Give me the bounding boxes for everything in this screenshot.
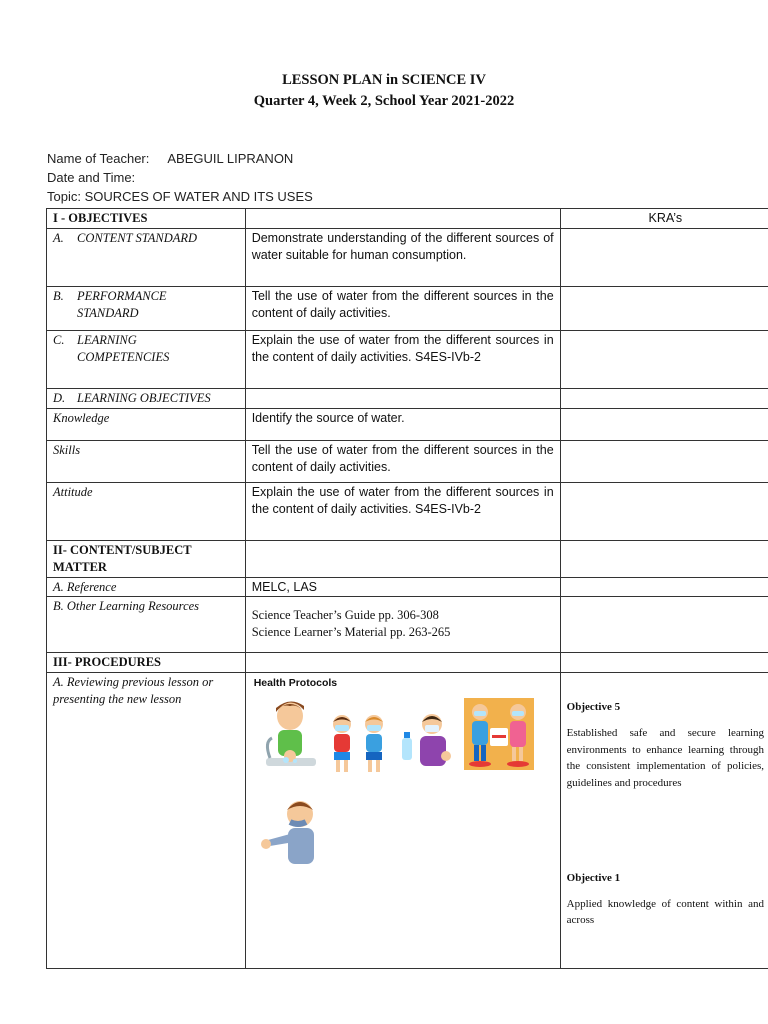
reference-row xyxy=(47,577,768,597)
handwashing-boy-icon xyxy=(260,698,322,774)
knowledge-value: Identify the source of water. xyxy=(245,408,560,440)
teacher-line xyxy=(47,151,293,166)
health-protocols-illustration xyxy=(252,698,554,898)
learning-competencies-row: C. LEARNING COMPETENCIES Explain the use of water from the different sources in the content of daily activities. S4ES-IVb-2 xyxy=(47,330,768,388)
learning-competencies-label: LEARNING COMPETENCIES xyxy=(77,332,170,364)
objective-5-title: Objective 5 xyxy=(566,701,621,714)
teachers-guide-ref: Science Teacher’s Guide pp. 306-308 xyxy=(251,608,439,623)
learning-competencies-value: Explain the use of water from the different sources in the content of daily activities. S4ES-IVb-2 xyxy=(245,330,560,388)
performance-standard-row: B. PERFORMANCE STANDARD Tell the use of water from the different sources in the content of daily activities. xyxy=(47,286,768,330)
performance-standard-label: PERFORMANCE STANDARD xyxy=(77,288,167,320)
document-title: LESSON PLAN in SCIENCE IV xyxy=(282,72,486,88)
learners-material-ref: Science Learner’s Material pp. 263-265 xyxy=(251,625,451,640)
content-standard-row: A. CONTENT STANDARD Demonstrate understanding of the different sources of water suitable for human consumption. xyxy=(47,228,768,286)
cough-etiquette-icon xyxy=(260,796,332,868)
knowledge-row xyxy=(47,408,768,440)
social-distancing-icon xyxy=(464,698,534,770)
content-header-row xyxy=(47,540,768,577)
kra-header: KRA’s xyxy=(560,209,768,229)
other-resources-label: B. Other Learning Resources xyxy=(47,597,246,653)
lesson-plan-table xyxy=(46,208,768,969)
masked-kids-icon xyxy=(324,712,394,774)
content-standard-label: CONTENT STANDARD xyxy=(77,230,198,245)
procedures-header: III- PROCEDURES xyxy=(47,653,246,673)
reviewing-row xyxy=(47,673,768,969)
skills-label: Skills xyxy=(47,440,246,482)
objectives-header: I - OBJECTIVES xyxy=(47,209,246,229)
knowledge-label: Knowledge xyxy=(47,408,246,440)
attitude-row xyxy=(47,482,768,540)
teacher-name: ABEGUIL LIPRANON xyxy=(167,151,294,166)
performance-standard-value: Tell the use of water from the different sources in the content of daily activities. xyxy=(245,286,560,330)
learning-objectives-row: D. LEARNING OBJECTIVES xyxy=(47,388,768,408)
topic-line: Topic: SOURCES OF WATER AND ITS USES xyxy=(47,189,313,204)
objectives-header-row xyxy=(47,209,768,229)
objective-5-text: Established safe and secure learning environments to enhance learning through the consistent implementation of policies, guidelines and procedures xyxy=(566,727,764,789)
procedures-header-row xyxy=(47,653,768,673)
skills-value: Tell the use of water from the different sources in the content of daily activities. xyxy=(245,440,560,482)
reference-label: A. Reference xyxy=(47,577,246,597)
objective-1-text: Applied knowledge of content within and across xyxy=(566,897,764,927)
objective-1-title: Objective 1 xyxy=(566,872,621,885)
reference-value: MELC, LAS xyxy=(245,577,560,597)
teacher-label: Name of Teacher: xyxy=(47,151,150,166)
attitude-label: Attitude xyxy=(47,482,246,540)
skills-row xyxy=(47,440,768,482)
attitude-value: Explain the use of water from the different sources in the content of daily activities. S4ES-IVb-2 xyxy=(245,482,560,540)
learning-objectives-label: LEARNING OBJECTIVES xyxy=(77,390,211,405)
content-header: II- CONTENT/SUBJECT MATTER xyxy=(47,540,246,577)
date-label: Date and Time: xyxy=(47,170,136,185)
other-resources-row xyxy=(47,597,768,653)
sanitizer-man-icon xyxy=(398,710,456,776)
reviewing-label: A. Reviewing previous lesson or presenting the new lesson xyxy=(47,673,246,969)
content-standard-value: Demonstrate understanding of the different sources of water suitable for human consumption. xyxy=(245,228,560,286)
document-subtitle: Quarter 4, Week 2, School Year 2021-2022 xyxy=(253,93,515,109)
health-protocols-title: Health Protocols xyxy=(253,677,338,690)
